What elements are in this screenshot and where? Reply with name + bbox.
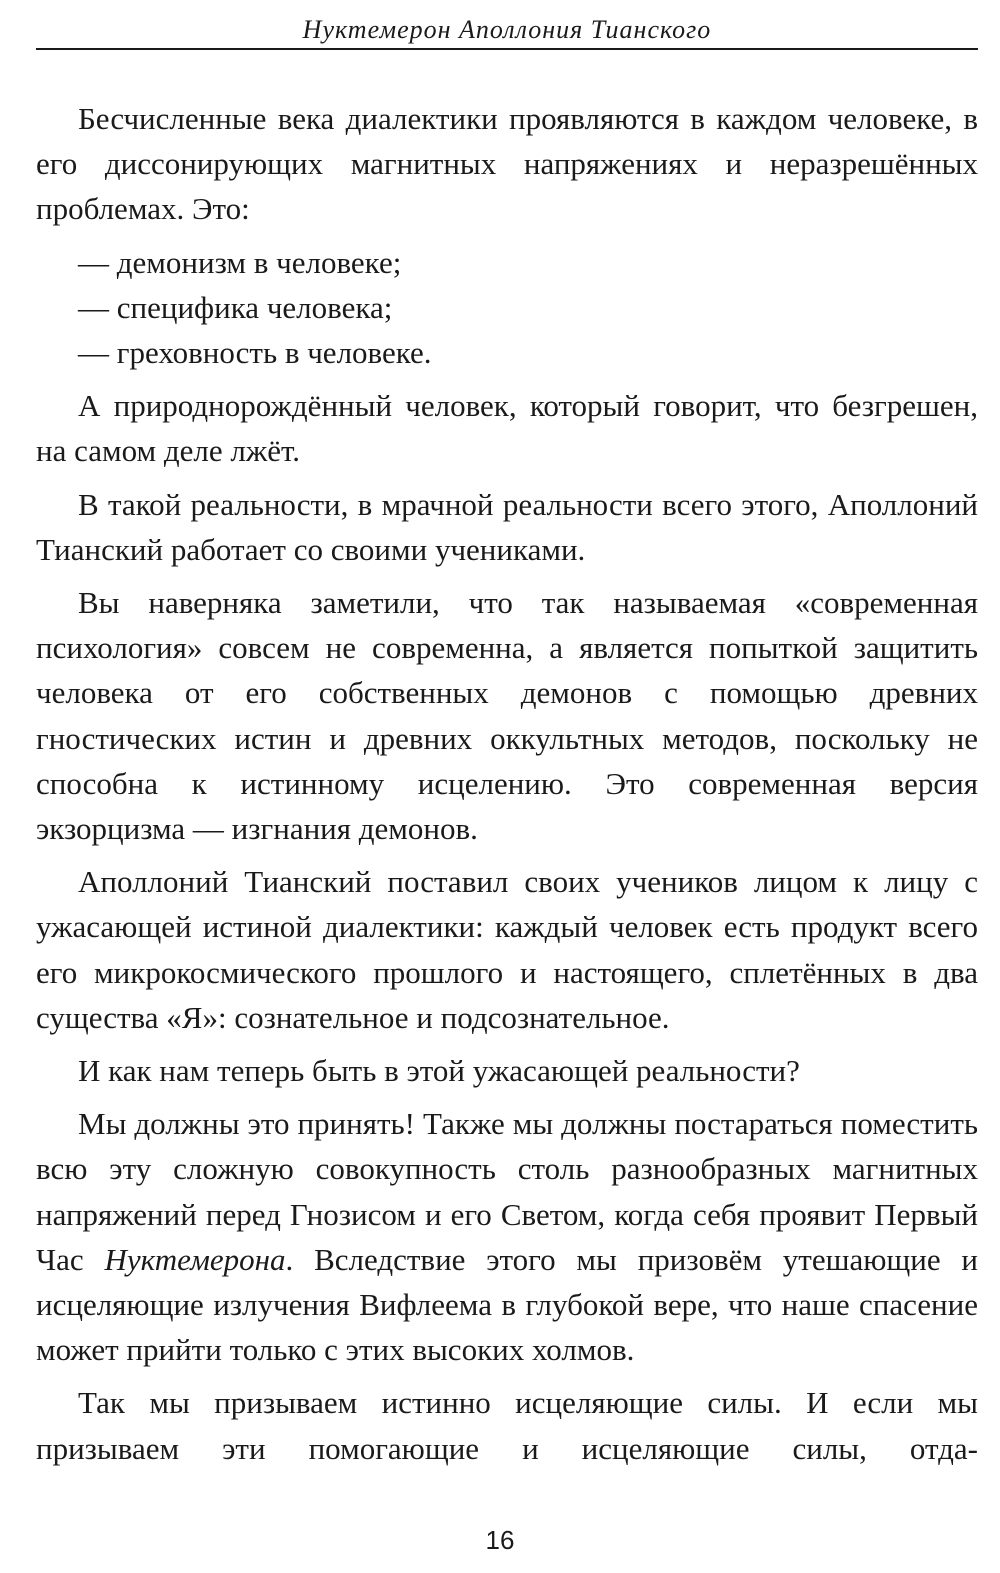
paragraph-natural-man: А природнорождённый человек, который говорит, что безгрешен, на самом деле лжёт. [36,388,978,469]
list-item-sinfulness: — греховность в человеке. [78,335,432,371]
acceptance-text-after: . Вследствие этого мы призовём утешающие и исцеляющие излучения Вифлеема в глубокой вере, что наше спасение может прийти только с этих высоких холмов. [36,1241,978,1368]
paragraph-acceptance [36,1101,978,1372]
running-head: Нуктемерон Аполлония Тианского [302,15,712,44]
paragraph-apollonius: Аполлоний Тианский поставил своих учеников лицом к лицу с ужасающей истиной диалектики: каждый человек есть продукт всего его микрокосмического прошлого и настоящего, сплетённых в два существа «Я»: сознательное и подсознательное. [36,864,978,1035]
paragraph-reality: В такой реальности, в мрачной реальности всего этого, Аполлоний Тианский работает со своими учениками. [36,486,978,567]
acceptance-text-before: Мы должны это принять! Также мы должны постараться поместить всю эту сложную совокупность столь разнообразных магнитных напряжений перед Гнозисом и его Светом, когда себя проявит Первый Час [36,1106,978,1277]
body-text [36,96,978,1479]
nuctemeron-italic: Нуктемерона [104,1241,286,1277]
paragraph-psychology: Вы наверняка заметили, что так называемая «современная психология» совсем не современна, а является попыткой защитить человека от его собственных демонов с помощью древних гностических истин и древних оккультных методов, поскольку не способна к истинному исцелению. Это современная версия экзорцизма — изгнания демонов. [36,585,978,847]
paragraph-dialectic: Бесчисленные века диалектики проявляются в каждом человеке, в его диссонирующих магнитных напряжениях и неразрешённых проблемах. Это: [36,101,978,227]
paragraph-question: И как нам теперь быть в этой ужасающей реальности? [78,1053,800,1089]
list-item-demonism: — демонизм в человеке; [78,244,402,280]
list-item-specifics: — специфика человека; [78,289,393,325]
header-rule [36,48,978,50]
page-number: 16 [485,1525,515,1555]
paragraph-healing-forces: Так мы призываем истинно исцеляющие силы. И если мы призываем эти помогающие и исцеляющие силы, отда- [36,1385,978,1466]
